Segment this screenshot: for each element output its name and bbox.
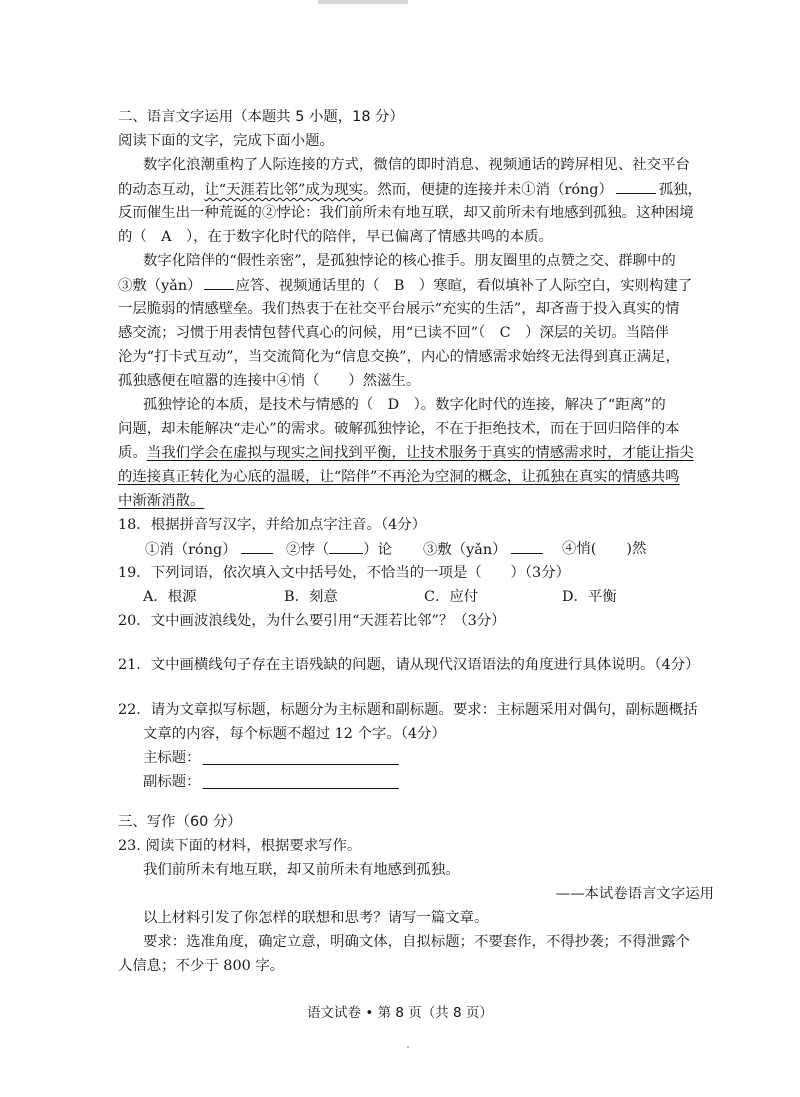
q18-option-3 — [423, 539, 543, 560]
q18-option-1 — [145, 539, 273, 560]
section-heading: 二、语言文字运用（本题共 5 小题，18 分） — [118, 109, 404, 125]
writing-material: 我们前所未有地互联，却又前所未有地感到孤独。 — [143, 862, 460, 878]
q18-label: ②悖（ — [286, 542, 330, 558]
q18-label: ）论 — [363, 542, 392, 558]
passage-text: 的动态互动， — [118, 182, 205, 198]
answer-blank[interactable] — [511, 539, 543, 554]
material-source: ——本试卷语言文字运用 — [555, 886, 714, 902]
passage-text: 质。 — [118, 445, 147, 461]
underlined-sentence: 当我们学会在虚拟与现实之间找到平衡，让技术服务于真实的情感需求时，才能让指尖 — [146, 445, 694, 461]
passage-text: 应答、视频通话里的（ B ）寒暄，看似填补了人际空白，实则构建了 — [235, 278, 693, 294]
answer-blank[interactable] — [329, 539, 363, 554]
question-22: 文章的内容，每个标题不超过 12 个字。（4分） — [143, 726, 446, 742]
question-23: 23. 阅读下面的材料，根据要求写作。 — [118, 838, 362, 854]
section-heading: 三、写作（60 分） — [118, 814, 242, 830]
passage-line: 反而催生出一种荒诞的②悖论：我们前所未有地互联，却又前所未有地感到孤独。这种困境 — [118, 205, 694, 221]
question-21: 21．文中画横线句子存在主语残缺的问题，请从现代汉语语法的角度进行具体说明。（4分） — [118, 657, 700, 673]
q18-label: )然 — [626, 541, 647, 557]
passage-line: 问题，却未能解决“走心”的需求。破解孤独悖论，不在于拒绝技术，而在于回归陪伴的本 — [118, 421, 680, 437]
passage-line: 一层脆弱的情感壁垒。我们热衷于在社交平台展示“充实的生活”，却吝啬于投入真实的情 — [118, 301, 680, 317]
q18-option-4 — [562, 539, 646, 559]
main-title-input[interactable] — [203, 764, 399, 765]
q18-option-2 — [286, 539, 392, 560]
q19-option-a[interactable]: A．根源 — [143, 589, 197, 605]
passage-line: 孤独悖论的本质，是技术与情感的（ D ）。数字化时代的连接，解决了“距离”的 — [143, 397, 666, 413]
answer-blank[interactable] — [616, 179, 656, 194]
subtitle-input[interactable] — [203, 788, 399, 789]
passage-text: 孤独， — [658, 182, 703, 198]
q18-label: ④悄( — [562, 541, 597, 557]
passage-line: 数字化浪潮重构了人际连接的方式，微信的即时消息、视频通话的跨屏相见、社交平台 — [143, 157, 690, 173]
q19-option-b[interactable]: B．刻意 — [284, 589, 338, 605]
passage-line: 孤独感便在喧嚣的连接中④悄（ ）然滋生。 — [118, 373, 421, 389]
question-22: 22．请为文章拟写标题，标题分为主标题和副标题。要求：主标题采用对偶句，副标题概括 — [118, 702, 698, 718]
page-footer: 语文试卷 • 第 8 页（共 8 页） — [307, 1005, 493, 1021]
main-title-label: 主标题： — [143, 750, 201, 766]
scan-mark-top — [318, 0, 408, 4]
passage-line: 感交流；习惯于用表情包替代真心的问候，用“已读不回”（ C ）深层的关切。当陪伴 — [118, 325, 669, 341]
underlined-sentence: 中渐渐消散。 — [118, 493, 205, 509]
passage-line — [118, 275, 692, 296]
passage-line: 的（ A ），在于数字化时代的陪伴，早已偏离了情感共鸣的本质。 — [118, 229, 553, 245]
question-19: 19．下列词语，依次填入文中括号处，不恰当的一项是（ ）（3分） — [118, 565, 570, 581]
scan-dot — [407, 1046, 409, 1048]
subtitle-label: 副标题： — [143, 774, 201, 790]
question-18: 18．根据拼音写汉字，并给加点字注音。（4分） — [118, 517, 427, 533]
wavy-underlined-text: 让“天涯若比邻”成为现实 — [204, 182, 363, 198]
writing-requirements: 要求：选准角度，确定立意，明确文体，自拟标题；不要套作，不得抄袭；不得泄露个 — [143, 934, 690, 950]
passage-line — [118, 443, 694, 463]
answer-blank[interactable] — [204, 275, 234, 290]
passage-line: 数字化陪伴的“假性亲密”，是孤独悖论的核心推手。朋友圈里的点赞之交、群聊中的 — [143, 253, 676, 269]
q19-option-c[interactable]: C．应付 — [424, 589, 479, 605]
answer-blank[interactable] — [241, 539, 273, 554]
question-20: 20．文中画波浪线处，为什么要引用“天涯若比邻”？（3分） — [118, 613, 506, 629]
passage-text: 。然而，便捷的连接并未①消（róng） — [362, 182, 613, 198]
writing-prompt: 以上材料引发了你怎样的联想和思考？请写一篇文章。 — [143, 910, 489, 926]
passage-line — [118, 179, 702, 200]
reading-instruction: 阅读下面的文字，完成下面小题。 — [118, 133, 334, 149]
q19-option-d[interactable]: D．平衡 — [562, 589, 617, 605]
passage-line: 沦为“打卡式互动”，当交流简化为“信息交换”，内心的情感需求始终无法得到真正满足， — [118, 349, 680, 365]
writing-requirements: 人信息；不少于 800 字。 — [118, 958, 285, 974]
q18-label: ①消（róng） — [145, 542, 237, 558]
q18-label: ③敷（yǎn） — [423, 542, 507, 558]
passage-text: ③敷（yǎn） — [118, 278, 202, 294]
underlined-sentence: 的连接真正转化为心底的温暖，让“陪伴”不再沦为空洞的概念，让孤独在真实的情感共鸣 — [118, 469, 680, 485]
